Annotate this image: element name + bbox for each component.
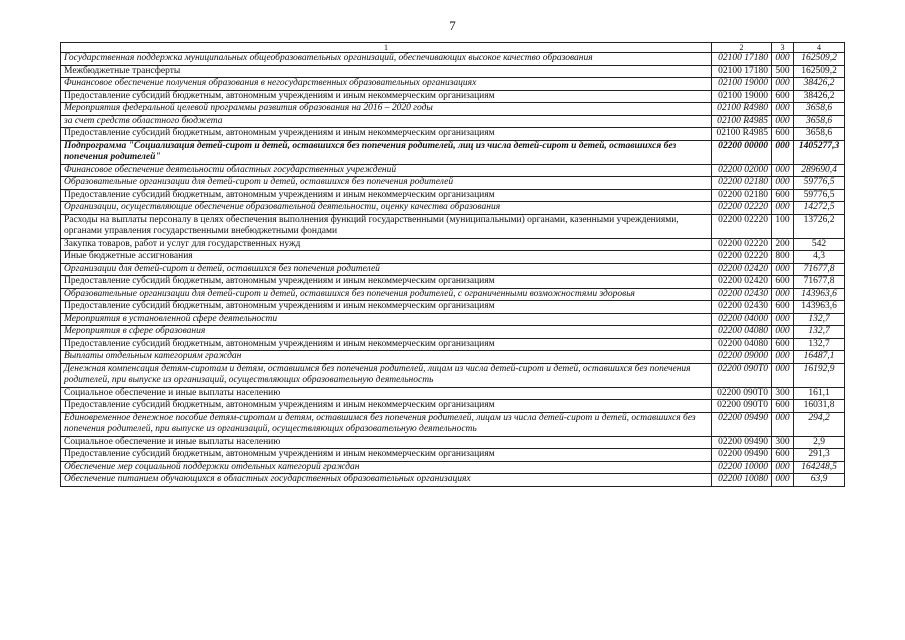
table-header-row	[61, 43, 845, 53]
row-amount: 289690,4	[794, 164, 845, 177]
row-code: 02200 09490	[712, 412, 772, 436]
row-amount: 3658,6	[794, 115, 845, 128]
row-amount: 162509,2	[794, 53, 845, 66]
row-amount: 59776,5	[794, 189, 845, 202]
table-row	[61, 436, 845, 449]
row-amount: 71677,8	[794, 263, 845, 276]
row-code: 02200 02000	[712, 164, 772, 177]
row-amount: 291,3	[794, 449, 845, 462]
row-expense-type: 600	[772, 128, 794, 141]
row-expense-type: 000	[772, 177, 794, 190]
row-name: Предоставление субсидий бюджетным, автономным учреждениям и иным некоммерческим организациям	[61, 189, 712, 202]
table-row	[61, 202, 845, 215]
row-expense-type: 000	[772, 78, 794, 91]
row-expense-type: 000	[772, 313, 794, 326]
row-amount: 164248,5	[794, 461, 845, 474]
row-amount: 16487,1	[794, 351, 845, 364]
row-code: 02100 19000	[712, 78, 772, 91]
row-expense-type: 300	[772, 436, 794, 449]
row-expense-type: 500	[772, 65, 794, 78]
row-expense-type: 200	[772, 238, 794, 251]
row-amount: 3658,6	[794, 103, 845, 116]
row-amount: 13726,2	[794, 214, 845, 238]
table-row	[61, 251, 845, 264]
row-name: Обеспечение мер социальной поддержки отдельных категорий граждан	[61, 461, 712, 474]
row-code: 02200 00000	[712, 140, 772, 164]
table-row	[61, 474, 845, 487]
header-col-3: 3	[772, 43, 794, 53]
table-row	[61, 78, 845, 91]
row-expense-type: 000	[772, 103, 794, 116]
table-row	[61, 363, 845, 387]
row-amount: 16192,9	[794, 363, 845, 387]
row-amount: 132,7	[794, 338, 845, 351]
row-expense-type: 000	[772, 140, 794, 164]
row-name: Иные бюджетные ассигнования	[61, 251, 712, 264]
row-expense-type: 800	[772, 251, 794, 264]
row-code: 02200 02220	[712, 202, 772, 215]
table-row	[61, 238, 845, 251]
row-expense-type: 000	[772, 363, 794, 387]
table-row	[61, 53, 845, 66]
row-name: Образовательные организации для детей-сирот и детей, оставшихся без попечения родителей	[61, 177, 712, 190]
page-number: 7	[449, 18, 456, 33]
row-name: Финансовое обеспечение деятельности областных государственных учреждений	[61, 164, 712, 177]
row-code: 02200 02430	[712, 301, 772, 314]
row-name: Организации, осуществляющие обеспечение образовательной деятельности, оценку качества образования	[61, 202, 712, 215]
table-row	[61, 276, 845, 289]
row-code: 02200 02220	[712, 238, 772, 251]
row-name: Предоставление субсидий бюджетным, автономным учреждениям и иным некоммерческим организациям	[61, 338, 712, 351]
budget-table	[60, 42, 845, 487]
row-name: Социальное обеспечение и иные выплаты населению	[61, 387, 712, 400]
row-expense-type: 000	[772, 326, 794, 339]
table-row	[61, 214, 845, 238]
row-code: 02100 19000	[712, 90, 772, 103]
row-name: Предоставление субсидий бюджетным, автономным учреждениям и иным некоммерческим организациям	[61, 400, 712, 413]
row-expense-type: 600	[772, 400, 794, 413]
row-code: 02100 R4985	[712, 115, 772, 128]
row-code: 02100 17180	[712, 65, 772, 78]
row-name: Мероприятия в сфере образования	[61, 326, 712, 339]
table-row	[61, 338, 845, 351]
row-name: Выплаты отдельным категориям граждан	[61, 351, 712, 364]
row-name: Подпрограмма "Социализация детей-сирот и детей, оставшихся без попечения родителей, лиц из числа детей-сирот и детей, оставшихся без попечения родителей"	[61, 140, 712, 164]
row-code: 02200 090Т0	[712, 363, 772, 387]
table-row	[61, 177, 845, 190]
row-amount: 132,7	[794, 326, 845, 339]
table-body	[61, 53, 845, 487]
row-amount: 294,2	[794, 412, 845, 436]
header-col-2: 2	[712, 43, 772, 53]
row-name: Предоставление субсидий бюджетным, автономным учреждениям и иным некоммерческим организациям	[61, 276, 712, 289]
row-amount: 542	[794, 238, 845, 251]
row-expense-type: 100	[772, 214, 794, 238]
row-name: Предоставление субсидий бюджетным, автономным учреждениям и иным некоммерческим организациям	[61, 301, 712, 314]
table-row	[61, 412, 845, 436]
row-name: Предоставление субсидий бюджетным, автономным учреждениям и иным некоммерческим организациям	[61, 128, 712, 141]
row-amount: 59776,5	[794, 177, 845, 190]
row-name: за счет средств областного бюджета	[61, 115, 712, 128]
table-row	[61, 326, 845, 339]
row-code: 02200 04080	[712, 338, 772, 351]
row-name: Расходы на выплаты персоналу в целях обеспечения выполнения функций государственными (муниципальными) органами, казенными учреждениями, органами управления государственными внебюджетными фондами	[61, 214, 712, 238]
row-code: 02200 02180	[712, 177, 772, 190]
row-name: Предоставление субсидий бюджетным, автономным учреждениям и иным некоммерческим организациям	[61, 90, 712, 103]
row-code: 02100 R4980	[712, 103, 772, 116]
row-code: 02200 04080	[712, 326, 772, 339]
table-row	[61, 351, 845, 364]
row-code: 02200 090Т0	[712, 387, 772, 400]
row-expense-type: 000	[772, 263, 794, 276]
table-row	[61, 65, 845, 78]
row-amount: 2,9	[794, 436, 845, 449]
row-code: 02200 02420	[712, 263, 772, 276]
row-amount: 63,9	[794, 474, 845, 487]
table-row	[61, 461, 845, 474]
row-expense-type: 600	[772, 301, 794, 314]
row-amount: 162509,2	[794, 65, 845, 78]
table-row	[61, 263, 845, 276]
row-expense-type: 600	[772, 449, 794, 462]
row-code: 02200 10000	[712, 461, 772, 474]
row-code: 02200 04000	[712, 313, 772, 326]
row-expense-type: 000	[772, 164, 794, 177]
row-expense-type: 600	[772, 189, 794, 202]
row-amount: 16031,8	[794, 400, 845, 413]
table-row	[61, 387, 845, 400]
table-row	[61, 140, 845, 164]
row-code: 02100 R4985	[712, 128, 772, 141]
table-row	[61, 313, 845, 326]
row-name: Образовательные организации для детей-сирот и детей, оставшихся без попечения родителей, с ограниченными возможностями здоровья	[61, 288, 712, 301]
row-name: Предоставление субсидий бюджетным, автономным учреждениям и иным некоммерческим организациям	[61, 449, 712, 462]
row-name: Обеспечение питанием обучающихся в областных государственных образовательных организациях	[61, 474, 712, 487]
row-amount: 132,7	[794, 313, 845, 326]
row-name: Межбюджетные трансферты	[61, 65, 712, 78]
row-expense-type: 000	[772, 53, 794, 66]
row-expense-type: 600	[772, 338, 794, 351]
row-amount: 14272,5	[794, 202, 845, 215]
row-code: 02200 09490	[712, 436, 772, 449]
row-name: Единовременное денежное пособие детям-сиротам и детям, оставшимся без попечения родителей, лицам из числа детей-сирот и детей, оставшихся без попечения родителей, при выпуске из организаций, осуществляющих образовательную деятельность	[61, 412, 712, 436]
row-code: 02200 09000	[712, 351, 772, 364]
row-amount: 4,3	[794, 251, 845, 264]
row-expense-type: 000	[772, 288, 794, 301]
table-row	[61, 400, 845, 413]
table-row	[61, 115, 845, 128]
row-name: Социальное обеспечение и иные выплаты населению	[61, 436, 712, 449]
table-row	[61, 164, 845, 177]
row-code: 02200 02430	[712, 288, 772, 301]
row-name: Государственная поддержка муниципальных общеобразовательных организаций, обеспечивающих высокое качество образования	[61, 53, 712, 66]
row-expense-type: 600	[772, 90, 794, 103]
header-col-4: 4	[794, 43, 845, 53]
row-amount: 143963,6	[794, 301, 845, 314]
table-row	[61, 189, 845, 202]
row-code: 02200 09490	[712, 449, 772, 462]
row-code: 02200 02420	[712, 276, 772, 289]
table-row	[61, 288, 845, 301]
row-name: Закупка товаров, работ и услуг для государственных нужд	[61, 238, 712, 251]
row-name: Финансовое обеспечение получения образования в негосударственных образовательных организациях	[61, 78, 712, 91]
row-amount: 71677,8	[794, 276, 845, 289]
row-expense-type: 000	[772, 412, 794, 436]
row-expense-type: 000	[772, 474, 794, 487]
row-name: Мероприятия федеральной целевой программы развития образования на 2016 – 2020 годы	[61, 103, 712, 116]
row-amount: 3658,6	[794, 128, 845, 141]
row-amount: 38426,2	[794, 90, 845, 103]
row-amount: 161,1	[794, 387, 845, 400]
row-code: 02200 02220	[712, 214, 772, 238]
table-row	[61, 128, 845, 141]
row-name: Организации для детей-сирот и детей, оставшихся без попечения родителей	[61, 263, 712, 276]
row-code: 02200 10080	[712, 474, 772, 487]
row-name: Денежная компенсация детям-сиротам и детям, оставшимся без попечения родителей, лицам из числа детей-сирот и детей, оставшихся без попечения родителей, при выпуске из организаций, осуществляющих образовательную деятельность	[61, 363, 712, 387]
table-row	[61, 90, 845, 103]
row-code: 02100 17180	[712, 53, 772, 66]
row-expense-type: 000	[772, 351, 794, 364]
row-amount: 143963,6	[794, 288, 845, 301]
table-row	[61, 103, 845, 116]
row-name: Мероприятия в установленной сфере деятельности	[61, 313, 712, 326]
row-amount: 38426,2	[794, 78, 845, 91]
header-col-1: 1	[61, 43, 712, 53]
table-row	[61, 449, 845, 462]
row-code: 02200 090Т0	[712, 400, 772, 413]
row-code: 02200 02220	[712, 251, 772, 264]
table-row	[61, 301, 845, 314]
row-expense-type: 000	[772, 461, 794, 474]
row-amount: 1405277,3	[794, 140, 845, 164]
row-expense-type: 600	[772, 276, 794, 289]
row-code: 02200 02180	[712, 189, 772, 202]
row-expense-type: 300	[772, 387, 794, 400]
row-expense-type: 000	[772, 115, 794, 128]
row-expense-type: 000	[772, 202, 794, 215]
